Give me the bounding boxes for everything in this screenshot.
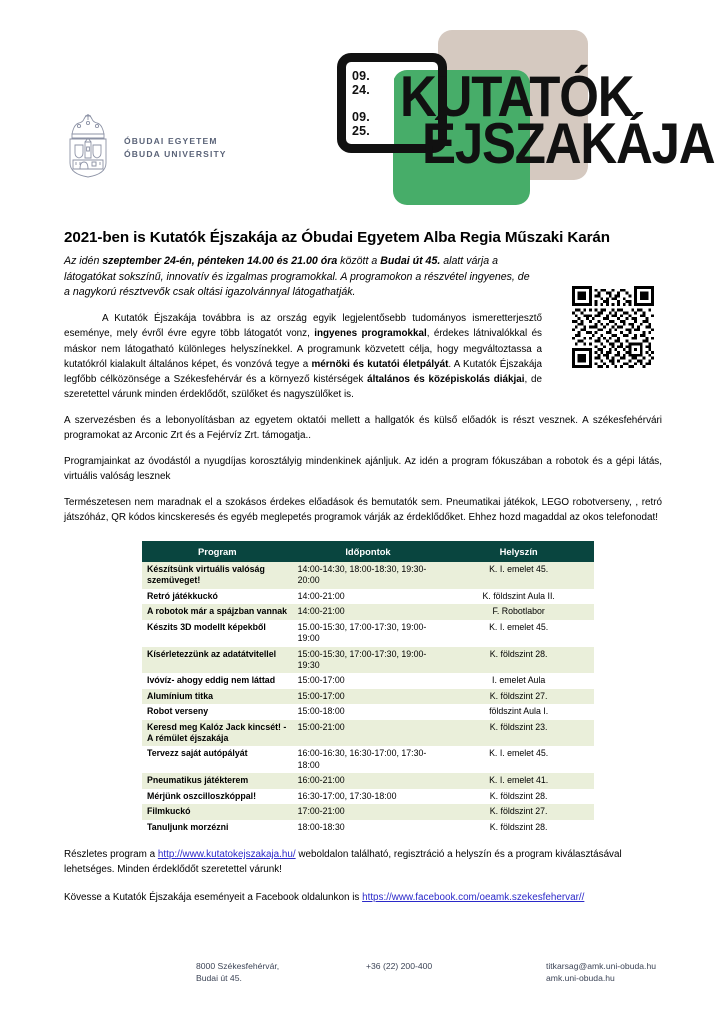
closing-paragraph-facebook: [64, 891, 662, 906]
cell-program: Készítsünk virtuális valóság szemüveget!: [142, 562, 293, 589]
cell-program: Tervezz saját autópályát: [142, 746, 293, 773]
cell-location: földszint Aula I.: [443, 704, 594, 719]
paragraph-organizers: A szervezésben és a lebonyolításban az egyetem oktatói mellett a hallgatók és külső előadók is részt vesznek. A székesfehérvári programokat az Arconic Zrt és a Fejérvíz Zrt. támogatja..: [64, 414, 662, 441]
cell-program: Kísérletezzünk az adatátvitellel: [142, 647, 293, 674]
logo-dates: [352, 70, 396, 138]
cell-times: 15.00-15:30, 17:00-17:30, 19:00-19:00: [293, 620, 444, 647]
cell-location: K. földszint 28.: [443, 647, 594, 674]
cell-times: 16:00-21:00: [293, 773, 444, 788]
lead-text-2: között a: [337, 255, 381, 268]
lead-bold-datetime: szeptember 24-én, pénteken 14.00 és 21.00 óra: [102, 255, 338, 268]
page-footer: [0, 960, 724, 984]
footer-address-line2: Budai út 45.: [196, 973, 242, 984]
lead-text-1: Az idén: [64, 255, 103, 268]
brand-line-en: ÓBUDA UNIVERSITY: [124, 148, 227, 159]
footer-website: amk.uni-obuda.hu: [546, 973, 615, 984]
para1-text-d: , de szeretettel várunk minden érdeklődőt, szülőket és nagyszülőket is.: [64, 373, 542, 400]
table-row: [142, 804, 594, 819]
table-row: [142, 720, 594, 747]
table-row: [142, 789, 594, 804]
lead-paragraph: [64, 254, 534, 300]
cell-times: 16:00-16:30, 16:30-17:00, 17:30-18:00: [293, 746, 444, 773]
paragraph-intro: [64, 311, 542, 401]
program-table: [142, 541, 594, 835]
page-title: 2021-ben is Kutatók Éjszakája az Óbudai Egyetem Alba Regia Műszaki Karán: [64, 229, 610, 246]
cell-location: K. I. emelet 45.: [443, 746, 594, 773]
para1-text-a: A Kutatók Éjszakája továbbra is az ország egyik legjelentősebb tudományos ismeretterjesztő eseménye, mely évről évre egyre több látogatót vonz,: [64, 313, 542, 340]
cell-program: Keresd meg Kalóz Jack kincsét! - A rémület éjszakája: [142, 720, 293, 747]
facebook-link[interactable]: https://www.facebook.com/oeamk.szekesfehervar//: [362, 891, 585, 903]
main-content: [64, 228, 662, 906]
qr-code-icon: [572, 286, 654, 368]
footer-address: [196, 960, 366, 984]
facebook-text: Kövesse a Kutatók Éjszakája eseményeit a Facebook oldalunkon is: [64, 891, 363, 903]
para1-text-b: , érdekes látnivalókkal és máskor nem látogatható különleges helyszínekkel. A programunk közvetett célja, hogy megváltoztassa a kutatókról kialakult általános képet, és vonzóvá tegye a: [64, 328, 542, 370]
logo-word-ejszakaja: ÉJSZAKÁJA: [422, 111, 715, 176]
paragraph-activities: Természetesen nem maradnak el a szokásos érdekes előadások és bemutatók sem. Pneumatikai játékok, LEGO robotverseny, , retró játszóház, QR kódos kincskeresés és egyéb meglepetés programok várják az érdeklődőket. Ehhez hozd magaddal az okos telefonodat!: [64, 496, 662, 523]
closing-paragraph-program: [64, 848, 662, 878]
lead-text-3: alatt várja a látogatókat sokszínű, innovatív és izgalmas programokkal. A programokon a részvétel ingyenes, de a nagykorú résztvevők csak oltási igazolvánnyal látogathatják.: [64, 255, 530, 298]
column-header-program: Program: [142, 541, 293, 562]
cell-program: Filmkuckó: [142, 804, 293, 819]
cell-times: 15:00-18:00: [293, 704, 444, 719]
cell-program: Készits 3D modellt képekből: [142, 620, 293, 647]
footer-contact: [546, 960, 724, 984]
cell-program: Pneumatikus játékterem: [142, 773, 293, 788]
table-row: [142, 562, 594, 589]
cell-location: K. I. emelet 41.: [443, 773, 594, 788]
logo-date-first-day: 24.: [352, 82, 370, 97]
brand-text: [124, 132, 227, 159]
table-row: [142, 746, 594, 773]
cell-program: Robot verseny: [142, 704, 293, 719]
cell-times: 15:00-17:00: [293, 689, 444, 704]
cell-program: Tanuljunk morzézni: [142, 820, 293, 835]
cell-times: 14:00-14:30, 18:00-18:30, 19:30-20:00: [293, 562, 444, 589]
page-header: [0, 0, 724, 212]
table-row: [142, 647, 594, 674]
cell-location: K. I. emelet 45.: [443, 562, 594, 589]
logo-date-second: [352, 111, 396, 138]
para1-bold-career: mérnöki és kutatói életpályát: [311, 358, 449, 370]
cell-location: K. földszint 27.: [443, 804, 594, 819]
closing-text-a: Részletes program a: [64, 849, 158, 860]
cell-times: 18:00-18:30: [293, 820, 444, 835]
cell-location: F. Robotlabor: [443, 604, 594, 619]
table-row: [142, 589, 594, 604]
lead-bold-address: Budai út 45.: [380, 255, 441, 268]
cell-program: Alumínium titka: [142, 689, 293, 704]
table-row: [142, 689, 594, 704]
cell-program: Mérjünk oszcilloszkóppal!: [142, 789, 293, 804]
obuda-university-crest-icon: [62, 112, 114, 178]
table-row: [142, 673, 594, 688]
logo-word-kutatok: KUTATÓK: [400, 64, 634, 129]
kutatok-ejszakaja-logo: [316, 22, 716, 202]
program-table-head: [142, 541, 594, 562]
column-header-times: Időpontok: [293, 541, 444, 562]
table-row: [142, 704, 594, 719]
cell-times: 15:00-17:00: [293, 673, 444, 688]
footer-address-line1: 8000 Székesfehérvár,: [196, 961, 280, 971]
cell-program: Ivóvíz- ahogy eddig nem láttad: [142, 673, 293, 688]
table-row: [142, 820, 594, 835]
cell-program: A robotok már a spájzban vannak: [142, 604, 293, 619]
program-table-body: [142, 562, 594, 835]
cell-times: 14:00-21:00: [293, 604, 444, 619]
logo-date-second-month: 09.: [352, 110, 370, 124]
cell-location: I. emelet Aula: [443, 673, 594, 688]
cell-location: K. földszint 23.: [443, 720, 594, 747]
brand-line-hu: ÓBUDAI EGYETEM: [124, 135, 218, 146]
table-row: [142, 604, 594, 619]
cell-times: 16:30-17:00, 17:30-18:00: [293, 789, 444, 804]
table-row: [142, 773, 594, 788]
cell-location: K. földszint 28.: [443, 820, 594, 835]
para1-bold-students: általános és középiskolás diákjai: [367, 373, 525, 385]
para1-text-c: . A Kutatók Éjszakája legfőbb célközönsége a Székesfehérvár és a környező kistérségek: [64, 358, 542, 385]
logo-date-first: [352, 70, 396, 97]
kutatokejszakaja-link[interactable]: http://www.kutatokejszakaja.hu/: [157, 849, 296, 860]
logo-date-first-month: 09.: [352, 69, 370, 83]
cell-times: 15:00-15:30, 17:00-17:30, 19:00-19:30: [293, 647, 444, 674]
footer-email: titkarsag@amk.uni-obuda.hu: [546, 961, 656, 971]
column-header-location: Helyszín: [443, 541, 594, 562]
table-header-row: [142, 541, 594, 562]
cell-program: Retró játékkuckó: [142, 589, 293, 604]
cell-location: K. I. emelet 45.: [443, 620, 594, 647]
cell-times: 15:00-21:00: [293, 720, 444, 747]
program-table-wrapper: [142, 541, 594, 835]
university-brand: [62, 112, 227, 178]
cell-location: K. földszint 27.: [443, 689, 594, 704]
cell-location: K. földszint 28.: [443, 789, 594, 804]
cell-times: 14:00-21:00: [293, 589, 444, 604]
cell-location: K. földszint Aula II.: [443, 589, 594, 604]
closing-text-b: weboldalon található, regisztráció a helyszín és a program kiválasztásával lehetséges. Minden érdeklődőt szeretettel várunk!: [64, 849, 622, 875]
table-row: [142, 620, 594, 647]
logo-date-second-day: 25.: [352, 123, 370, 138]
para1-bold-free-programs: ingyenes programokkal: [314, 328, 427, 340]
cell-times: 17:00-21:00: [293, 804, 444, 819]
paragraph-audience: Programjainkat az óvodástól a nyugdíjas korosztályig mindenkinek ajánljuk. Az idén a program fókuszában a robotok és a gépi látás, virtuális valóság lesznek: [64, 455, 662, 482]
footer-phone: +36 (22) 200-400: [366, 961, 433, 971]
